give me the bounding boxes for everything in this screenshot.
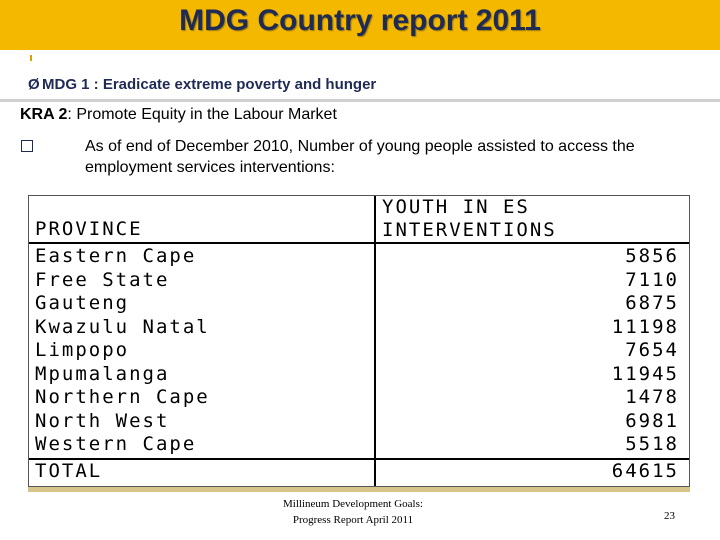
youth-count: 11198	[611, 315, 679, 338]
title-banner	[0, 0, 720, 50]
province-name: Mpumalanga	[35, 362, 170, 385]
page-number: 23	[664, 510, 675, 522]
banner-mark	[30, 55, 32, 61]
province-name: North West	[35, 409, 170, 432]
table-row	[29, 269, 689, 292]
goal-text: MDG 1 : Eradicate extreme poverty and hunger	[42, 76, 377, 93]
total-value: 64615	[611, 460, 679, 482]
square-bullet-icon	[21, 140, 33, 152]
table-row	[29, 292, 689, 315]
table-row	[29, 339, 689, 362]
footer-line1: Millineum Development Goals:	[283, 498, 423, 510]
table-row	[29, 386, 689, 409]
province-name: Kwazulu Natal	[35, 315, 210, 338]
province-name: Northern Cape	[35, 386, 210, 408]
table-row	[29, 245, 689, 268]
total-row	[29, 460, 689, 483]
province-header: PROVINCE	[35, 218, 143, 240]
kra-label: KRA 2	[20, 106, 68, 123]
province-name: Western Cape	[35, 433, 197, 455]
footer-line2: Progress Report April 2011	[292, 514, 414, 526]
youth-count: 7654	[625, 339, 679, 361]
header-rule	[29, 242, 689, 244]
table-row	[29, 363, 689, 386]
youth-count: 6981	[625, 409, 679, 432]
kra-text: : Promote Equity in the Labour Market	[67, 106, 337, 123]
youth-count: 5518	[625, 433, 679, 455]
province-name: Gauteng	[35, 292, 130, 314]
province-name: Free State	[35, 268, 170, 291]
youth-count: 6875	[625, 292, 679, 314]
kra-heading	[20, 106, 337, 124]
intro-paragraph: As of end of December 2010, Number of young people assisted to access the employment services interventions:	[85, 138, 635, 176]
table-row	[29, 410, 689, 433]
arrow-bullet-icon: Ø	[28, 76, 40, 93]
divider	[0, 99, 720, 102]
youth-count: 11945	[611, 362, 679, 385]
youth-count: 7110	[625, 268, 679, 291]
value-header-line2: INTERVENTIONS	[382, 219, 557, 241]
total-label: TOTAL	[35, 460, 103, 482]
province-name: Eastern Cape	[35, 245, 197, 267]
goal-line	[28, 76, 376, 93]
value-header-line1: YOUTH IN ES	[382, 196, 530, 218]
table-row	[29, 316, 689, 339]
youth-count: 1478	[625, 386, 679, 408]
value-header	[382, 196, 557, 242]
table-row	[29, 433, 689, 456]
footer-source	[248, 496, 458, 528]
province-name: Limpopo	[35, 339, 130, 361]
page-title: MDG Country report 2011	[179, 4, 541, 37]
youth-count: 5856	[625, 245, 679, 267]
youth-table	[28, 195, 690, 487]
